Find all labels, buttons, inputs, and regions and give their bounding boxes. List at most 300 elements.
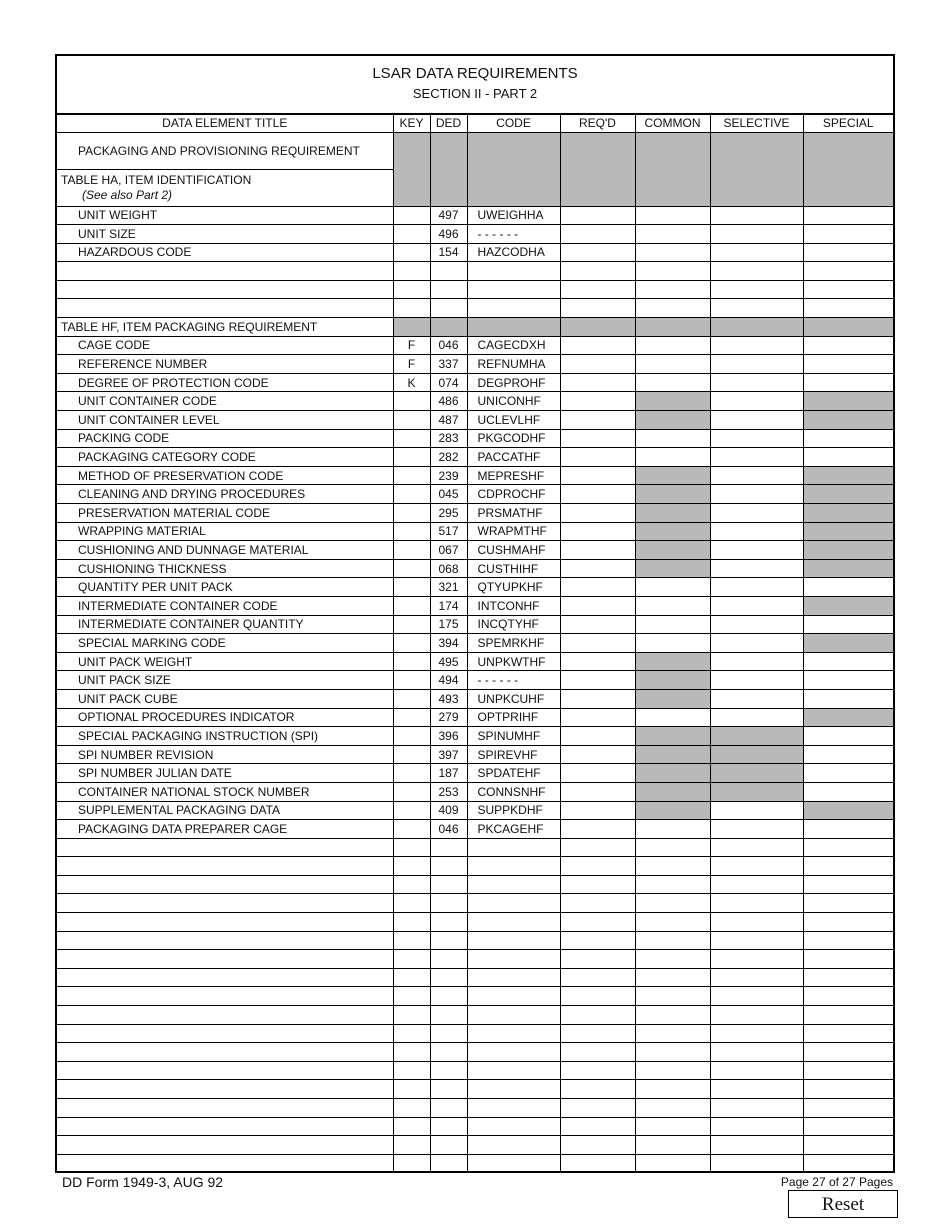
blank-cell [803, 1099, 893, 1118]
element-title: UNIT PACK WEIGHT [57, 652, 393, 671]
blank-cell [430, 1043, 467, 1062]
blank-cell [560, 1006, 635, 1025]
blank-cell [803, 1043, 893, 1062]
reqd-checkbox[interactable] [560, 466, 635, 485]
blank-cell [57, 987, 393, 1006]
reqd-checkbox[interactable] [560, 745, 635, 764]
special-checkbox[interactable] [803, 225, 893, 244]
shaded-cell [635, 522, 710, 541]
blank-row [57, 875, 893, 894]
reqd-checkbox[interactable] [560, 689, 635, 708]
blank-cell [710, 1136, 803, 1155]
reqd-checkbox[interactable] [560, 708, 635, 727]
blank-cell [467, 1061, 560, 1080]
blank-cell [430, 875, 467, 894]
blank-cell [710, 894, 803, 913]
blank-cell [635, 1043, 710, 1062]
ded-cell: 295 [430, 504, 467, 523]
blank-row [57, 987, 893, 1006]
table-row [57, 392, 893, 411]
blank-cell [57, 1117, 393, 1136]
ded-cell: 046 [430, 336, 467, 355]
blank-cell [803, 838, 893, 857]
reqd-checkbox[interactable] [560, 448, 635, 467]
shaded-cell [803, 596, 893, 615]
selective-checkbox[interactable] [710, 225, 803, 244]
table-row [57, 206, 893, 225]
blank-cell [635, 1006, 710, 1025]
blank-row [57, 1061, 893, 1080]
ded-cell: 409 [430, 801, 467, 820]
special-checkbox[interactable] [803, 764, 893, 783]
table-row [57, 429, 893, 448]
selective-checkbox[interactable] [710, 485, 803, 504]
selective-checkbox[interactable] [710, 578, 803, 597]
element-title: CONTAINER NATIONAL STOCK NUMBER [57, 782, 393, 801]
ded-cell: 187 [430, 764, 467, 783]
reqd-checkbox[interactable] [560, 671, 635, 690]
element-title: QUANTITY PER UNIT PACK [57, 578, 393, 597]
blank-cell [560, 1099, 635, 1118]
blank-cell [560, 299, 635, 318]
selective-checkbox[interactable] [710, 466, 803, 485]
blank-cell [57, 1136, 393, 1155]
table-row [57, 559, 893, 578]
blank-cell [560, 1080, 635, 1099]
reqd-checkbox[interactable] [560, 541, 635, 560]
reqd-checkbox[interactable] [560, 820, 635, 839]
special-checkbox[interactable] [803, 689, 893, 708]
blank-cell [803, 950, 893, 969]
col-key-header: KEY [393, 114, 430, 132]
blank-cell [635, 950, 710, 969]
selective-checkbox[interactable] [710, 689, 803, 708]
reqd-checkbox[interactable] [560, 373, 635, 392]
code-cell: CDPROCHF [467, 485, 560, 504]
element-title: UNIT PACK SIZE [57, 671, 393, 690]
shaded-cell [635, 132, 710, 206]
code-cell: QTYUPKHF [467, 578, 560, 597]
common-checkbox[interactable] [635, 615, 710, 634]
code-cell: - - - - - - [467, 225, 560, 244]
blank-cell [393, 1154, 430, 1173]
section-heading: PACKAGING AND PROVISIONING REQUIREMENT [57, 132, 393, 169]
shaded-cell [710, 318, 803, 337]
common-checkbox[interactable] [635, 578, 710, 597]
selective-checkbox[interactable] [710, 373, 803, 392]
col-title-header: DATA ELEMENT TITLE [57, 114, 393, 132]
blank-cell [467, 1006, 560, 1025]
ded-cell: 321 [430, 578, 467, 597]
common-checkbox[interactable] [635, 355, 710, 374]
ded-cell: 496 [430, 225, 467, 244]
selective-checkbox[interactable] [710, 801, 803, 820]
selective-checkbox[interactable] [710, 206, 803, 225]
blank-cell [393, 1024, 430, 1043]
special-checkbox[interactable] [803, 782, 893, 801]
blank-cell [560, 857, 635, 876]
special-checkbox[interactable] [803, 336, 893, 355]
blank-cell [803, 1061, 893, 1080]
ded-cell: 174 [430, 596, 467, 615]
common-checkbox[interactable] [635, 225, 710, 244]
common-checkbox[interactable] [635, 206, 710, 225]
blank-cell [635, 968, 710, 987]
col-ded-header: DED [430, 114, 467, 132]
blank-cell [803, 857, 893, 876]
blank-cell [430, 1117, 467, 1136]
blank-cell [430, 950, 467, 969]
selective-checkbox[interactable] [710, 448, 803, 467]
blank-cell [635, 1154, 710, 1173]
blank-cell [710, 1043, 803, 1062]
blank-cell [430, 838, 467, 857]
blank-cell [710, 987, 803, 1006]
reqd-checkbox[interactable] [560, 615, 635, 634]
reqd-checkbox[interactable] [560, 522, 635, 541]
blank-cell [430, 1080, 467, 1099]
table-row [57, 578, 893, 597]
blank-cell [57, 1080, 393, 1099]
element-title: SPI NUMBER JULIAN DATE [57, 764, 393, 783]
blank-cell [635, 1099, 710, 1118]
blank-cell [430, 1061, 467, 1080]
key-cell [393, 466, 430, 485]
special-checkbox[interactable] [803, 578, 893, 597]
selective-checkbox[interactable] [710, 392, 803, 411]
table-hf-title-row [57, 318, 893, 337]
col-common-header: COMMON [635, 114, 710, 132]
blank-cell [393, 262, 430, 281]
ded-cell: 068 [430, 559, 467, 578]
blank-cell [57, 931, 393, 950]
blank-cell [635, 857, 710, 876]
table-row [57, 820, 893, 839]
selective-checkbox[interactable] [710, 411, 803, 430]
common-checkbox[interactable] [635, 336, 710, 355]
element-title: PACKAGING DATA PREPARER CAGE [57, 820, 393, 839]
ded-cell: 517 [430, 522, 467, 541]
shaded-cell [803, 132, 893, 206]
shaded-cell [710, 727, 803, 746]
shaded-cell [803, 485, 893, 504]
reqd-checkbox[interactable] [560, 652, 635, 671]
reqd-checkbox[interactable] [560, 485, 635, 504]
blank-cell [57, 280, 393, 299]
key-cell [393, 801, 430, 820]
code-cell: UNICONHF [467, 392, 560, 411]
blank-cell [467, 299, 560, 318]
blank-cell [467, 1024, 560, 1043]
blank-cell [430, 968, 467, 987]
special-checkbox[interactable] [803, 243, 893, 262]
table-row [57, 782, 893, 801]
element-title: INTERMEDIATE CONTAINER CODE [57, 596, 393, 615]
shaded-cell [560, 132, 635, 206]
selective-checkbox[interactable] [710, 559, 803, 578]
reqd-checkbox[interactable] [560, 225, 635, 244]
table-row [57, 541, 893, 560]
element-title: WRAPPING MATERIAL [57, 522, 393, 541]
common-checkbox[interactable] [635, 243, 710, 262]
table-row [57, 336, 893, 355]
ded-cell: 337 [430, 355, 467, 374]
code-cell: UWEIGHHA [467, 206, 560, 225]
selective-checkbox[interactable] [710, 671, 803, 690]
blank-cell [710, 262, 803, 281]
selective-checkbox[interactable] [710, 355, 803, 374]
blank-cell [560, 1024, 635, 1043]
reqd-checkbox[interactable] [560, 336, 635, 355]
key-cell [393, 522, 430, 541]
table-row [57, 596, 893, 615]
special-checkbox[interactable] [803, 671, 893, 690]
blank-cell [467, 950, 560, 969]
shaded-cell [635, 727, 710, 746]
common-checkbox[interactable] [635, 596, 710, 615]
blank-cell [393, 875, 430, 894]
blank-cell [635, 987, 710, 1006]
selective-checkbox[interactable] [710, 504, 803, 523]
element-title: SPECIAL PACKAGING INSTRUCTION (SPI) [57, 727, 393, 746]
reqd-checkbox[interactable] [560, 764, 635, 783]
blank-cell [710, 950, 803, 969]
blank-cell [710, 280, 803, 299]
special-checkbox[interactable] [803, 652, 893, 671]
element-title: UNIT SIZE [57, 225, 393, 244]
table-row [57, 689, 893, 708]
element-title: PACKING CODE [57, 429, 393, 448]
reqd-checkbox[interactable] [560, 782, 635, 801]
reqd-checkbox[interactable] [560, 206, 635, 225]
table-row [57, 243, 893, 262]
blank-cell [57, 875, 393, 894]
table-row [57, 615, 893, 634]
lsar-form [55, 54, 895, 1173]
blank-cell [57, 950, 393, 969]
requirements-table [57, 113, 893, 1173]
element-title: UNIT WEIGHT [57, 206, 393, 225]
shaded-cell [635, 745, 710, 764]
blank-cell [467, 931, 560, 950]
special-checkbox[interactable] [803, 820, 893, 839]
reqd-checkbox[interactable] [560, 355, 635, 374]
element-title: INTERMEDIATE CONTAINER QUANTITY [57, 615, 393, 634]
selective-checkbox[interactable] [710, 336, 803, 355]
selective-checkbox[interactable] [710, 596, 803, 615]
key-cell [393, 485, 430, 504]
blank-cell [393, 1006, 430, 1025]
code-cell: UNPKWTHF [467, 652, 560, 671]
table-row [57, 634, 893, 653]
blank-cell [635, 280, 710, 299]
code-cell: WRAPMTHF [467, 522, 560, 541]
reqd-checkbox[interactable] [560, 634, 635, 653]
shaded-cell [635, 559, 710, 578]
shaded-cell [710, 132, 803, 206]
selective-checkbox[interactable] [710, 429, 803, 448]
key-cell [393, 411, 430, 430]
ded-cell: 397 [430, 745, 467, 764]
key-cell: K [393, 373, 430, 392]
col-reqd-header: REQ'D [560, 114, 635, 132]
reqd-checkbox[interactable] [560, 411, 635, 430]
header-row [57, 114, 893, 132]
blank-cell [467, 262, 560, 281]
key-cell [393, 652, 430, 671]
selective-checkbox[interactable] [710, 541, 803, 560]
blank-cell [710, 1154, 803, 1173]
element-title: CAGE CODE [57, 336, 393, 355]
reqd-checkbox[interactable] [560, 392, 635, 411]
col-special-header: SPECIAL [803, 114, 893, 132]
special-checkbox[interactable] [803, 429, 893, 448]
blank-cell [57, 1154, 393, 1173]
blank-cell [635, 875, 710, 894]
shaded-cell [803, 466, 893, 485]
common-checkbox[interactable] [635, 820, 710, 839]
blank-cell [57, 262, 393, 281]
blank-cell [635, 1117, 710, 1136]
selective-checkbox[interactable] [710, 615, 803, 634]
selective-checkbox[interactable] [710, 820, 803, 839]
blank-row [57, 894, 893, 913]
reset-button[interactable]: Reset [788, 1190, 898, 1218]
key-cell [393, 782, 430, 801]
col-selective-header: SELECTIVE [710, 114, 803, 132]
blank-cell [393, 1043, 430, 1062]
key-cell [393, 764, 430, 783]
special-checkbox[interactable] [803, 373, 893, 392]
shaded-cell [635, 689, 710, 708]
common-checkbox[interactable] [635, 373, 710, 392]
blank-cell [57, 1024, 393, 1043]
blank-cell [803, 913, 893, 932]
reqd-checkbox[interactable] [560, 429, 635, 448]
common-checkbox[interactable] [635, 708, 710, 727]
element-title: OPTIONAL PROCEDURES INDICATOR [57, 708, 393, 727]
shaded-cell [635, 318, 710, 337]
blank-cell [635, 1024, 710, 1043]
blank-cell [393, 950, 430, 969]
element-title: METHOD OF PRESERVATION CODE [57, 466, 393, 485]
shaded-cell [635, 504, 710, 523]
special-checkbox[interactable] [803, 727, 893, 746]
blank-row [57, 1136, 893, 1155]
common-checkbox[interactable] [635, 429, 710, 448]
code-cell: CAGECDXH [467, 336, 560, 355]
code-cell: INCQTYHF [467, 615, 560, 634]
reqd-checkbox[interactable] [560, 801, 635, 820]
element-title: PRESERVATION MATERIAL CODE [57, 504, 393, 523]
code-cell: CUSHMAHF [467, 541, 560, 560]
selective-checkbox[interactable] [710, 634, 803, 653]
special-checkbox[interactable] [803, 355, 893, 374]
blank-cell [393, 894, 430, 913]
reqd-checkbox[interactable] [560, 596, 635, 615]
code-cell: SPEMRKHF [467, 634, 560, 653]
code-cell: SPIREVHF [467, 745, 560, 764]
key-cell [393, 596, 430, 615]
selective-checkbox[interactable] [710, 243, 803, 262]
element-title: SPI NUMBER REVISION [57, 745, 393, 764]
table-row [57, 225, 893, 244]
blank-cell [57, 894, 393, 913]
blank-cell [430, 1154, 467, 1173]
blank-cell [635, 913, 710, 932]
ded-cell: 154 [430, 243, 467, 262]
shaded-cell [635, 652, 710, 671]
reqd-checkbox[interactable] [560, 727, 635, 746]
code-cell: MEPRESHF [467, 466, 560, 485]
blank-cell [710, 857, 803, 876]
element-title: SPECIAL MARKING CODE [57, 634, 393, 653]
blank-row [57, 1043, 893, 1062]
reqd-checkbox[interactable] [560, 243, 635, 262]
reqd-checkbox[interactable] [560, 504, 635, 523]
special-checkbox[interactable] [803, 615, 893, 634]
key-cell [393, 206, 430, 225]
common-checkbox[interactable] [635, 448, 710, 467]
code-cell: PRSMATHF [467, 504, 560, 523]
special-checkbox[interactable] [803, 448, 893, 467]
blank-row [57, 931, 893, 950]
reqd-checkbox[interactable] [560, 578, 635, 597]
special-checkbox[interactable] [803, 745, 893, 764]
key-cell [393, 559, 430, 578]
blank-cell [467, 968, 560, 987]
code-cell: - - - - - - [467, 671, 560, 690]
blank-cell [635, 299, 710, 318]
key-cell [393, 727, 430, 746]
ded-cell: 282 [430, 448, 467, 467]
blank-cell [393, 857, 430, 876]
selective-checkbox[interactable] [710, 522, 803, 541]
shaded-cell [635, 411, 710, 430]
table-row [57, 466, 893, 485]
element-title: DEGREE OF PROTECTION CODE [57, 373, 393, 392]
blank-cell [635, 931, 710, 950]
key-cell [393, 448, 430, 467]
blank-cell [560, 931, 635, 950]
form-subtitle: SECTION II - PART 2 [412, 86, 538, 101]
blank-cell [430, 857, 467, 876]
table-ha-title: TABLE HA, ITEM IDENTIFICATION [61, 172, 252, 187]
blank-cell [710, 1024, 803, 1043]
table-row [57, 485, 893, 504]
key-cell [393, 429, 430, 448]
special-checkbox[interactable] [803, 206, 893, 225]
shaded-cell [635, 782, 710, 801]
shaded-cell [710, 764, 803, 783]
shaded-cell [430, 132, 467, 206]
common-checkbox[interactable] [635, 634, 710, 653]
blank-cell [635, 262, 710, 281]
table-row [57, 652, 893, 671]
code-cell: INTCONHF [467, 596, 560, 615]
form-number: DD Form 1949-3, AUG 92 [62, 1174, 224, 1190]
shaded-cell [393, 318, 430, 337]
table-row [57, 801, 893, 820]
selective-checkbox[interactable] [710, 652, 803, 671]
reqd-checkbox[interactable] [560, 559, 635, 578]
key-cell [393, 634, 430, 653]
key-cell: F [393, 336, 430, 355]
ded-cell: 045 [430, 485, 467, 504]
blank-cell [393, 280, 430, 299]
col-code-header: CODE [467, 114, 560, 132]
selective-checkbox[interactable] [710, 708, 803, 727]
